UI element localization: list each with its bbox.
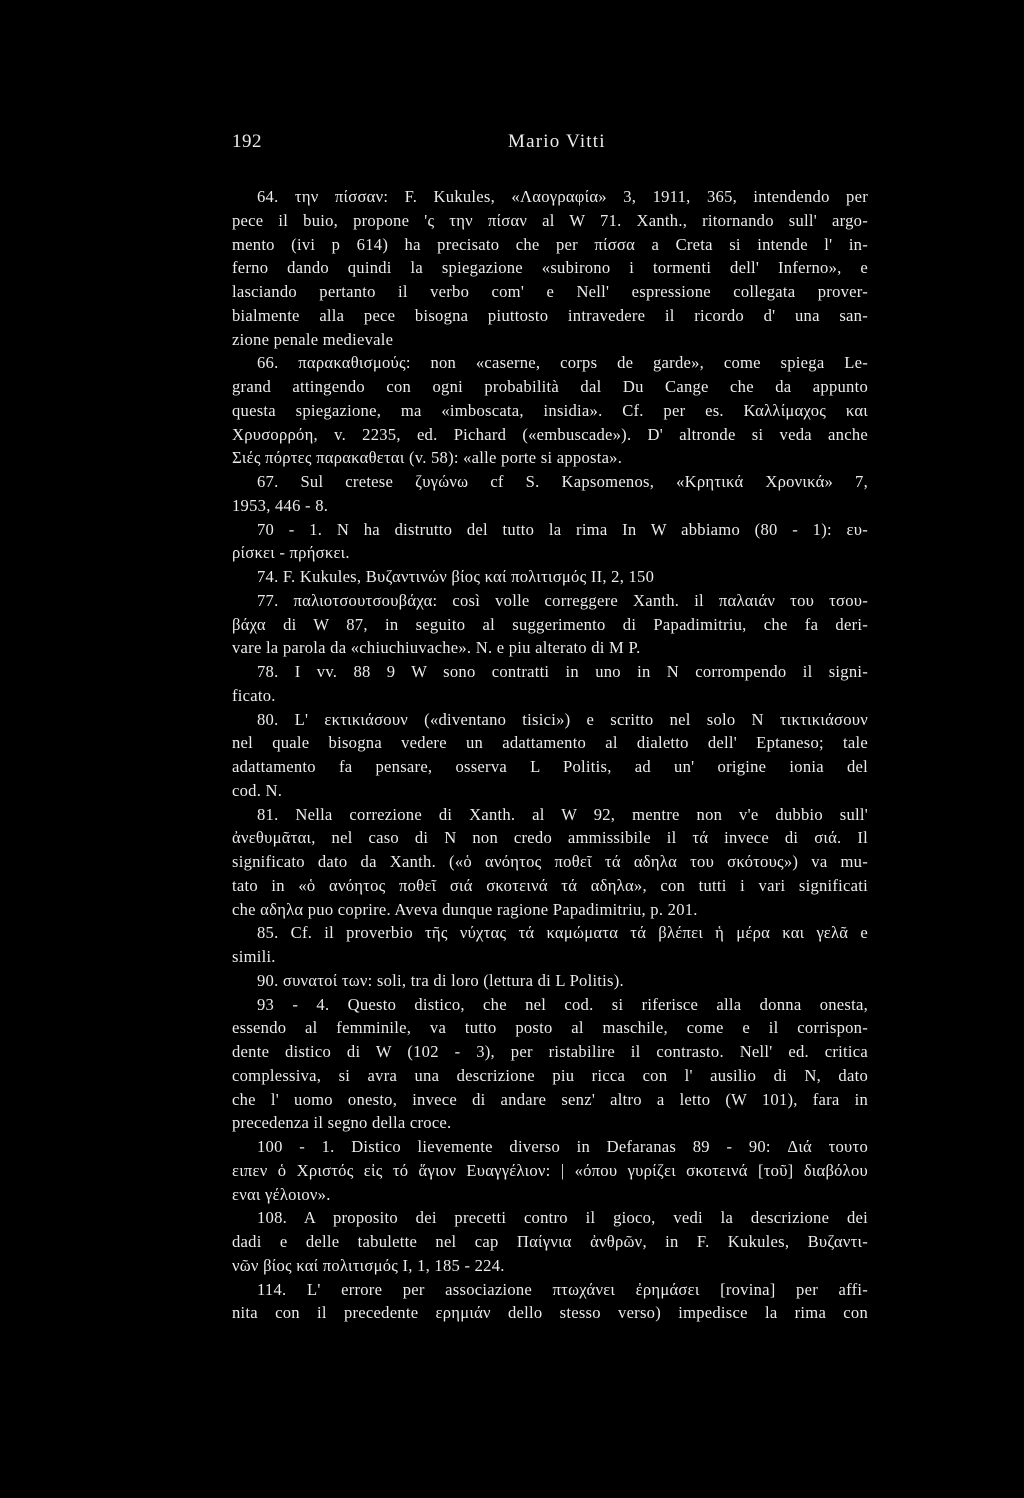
text-line: 67. Sul cretese ζυγώνω cf S. Kapsomenos, «Κρητικά Χρονικά» 7, <box>257 472 868 491</box>
text-line: dente distico di W (102 - 3), per ristabilire il contrasto. Nell' ed. critica <box>232 1042 868 1061</box>
text-line: nel quale bisogna vedere un adattamento al dialetto dell' Eptaneso; tale <box>232 733 868 753</box>
text-line: zione penale medievale <box>232 329 394 349</box>
text-line: ειπεν ὁ Χριστός εἰς τό ἅγιον Ευαγγέλιον: | «όπου γυρίζει σκοτεινά [τοῦ] διαβόλου <box>232 1160 868 1180</box>
text-line: 70 - 1. N ha distrutto del tutto la rima In W abbiamo (80 - 1): ευ- <box>257 519 868 539</box>
text-line: Χρυσορρόη, v. 2235, ed. Pichard («embuscade»). D' altronde si veda anche <box>232 424 868 444</box>
text-line: mento (ivi p 614) ha precisato che per πίσσα a Creta si intende l' in- <box>232 234 868 254</box>
running-head: Mario Vitti <box>508 131 606 152</box>
text-line: 93 - 4. Questo distico, che nel cod. si riferisce alla donna onesta, <box>257 994 868 1014</box>
text-line: grand attingendo con ogni probabilità dal Du Cange che da appunto <box>232 377 868 396</box>
text-line: adattamento fa pensare, osserva L Politis, ad un' origine ionia del <box>232 757 868 776</box>
text-line: 108. A proposito dei precetti contro il gioco, vedi la descrizione dei <box>257 1208 868 1228</box>
text-line: βάχα di W 87, in seguito al suggerimento di Papadimitriu, che fa deri- <box>232 614 868 634</box>
text-line: Σιές πόρτες παρακαθεται (v. 58): «alle porte si apposta». <box>232 448 623 468</box>
text-line: complessiva, si avra una descrizione piu ricca con l' ausilio di N, dato <box>232 1065 868 1085</box>
text-line: 66. παρακαθισμούς: non «caserne, corps de garde», come spiega Le- <box>257 353 868 373</box>
text-line: simili. <box>232 947 276 966</box>
text-line: che l' uomo onesto, invece di andare senz' altro a letto (W 101), fara in <box>232 1089 868 1109</box>
text-line: 85. Cf. il proverbio τῆς νύχτας τά καμώματα τά βλέπει ἡ μέρα και γελᾶ e <box>257 923 868 943</box>
text-line: precedenza il segno della croce. <box>232 1113 452 1133</box>
text-line: questa spiegazione, ma «imboscata, insidia». Cf. per es. Καλλίμαχος και <box>232 400 868 420</box>
text-line: che αδηλα puo coprire. Aveva dunque ragione Papadimitriu, p. 201. <box>232 899 698 919</box>
text-line: νῶν βίος καί πολιτισμός I, 1, 185 - 224. <box>232 1255 505 1275</box>
text-line: cod. N. <box>232 780 283 800</box>
page-number: 192 <box>232 131 262 152</box>
text-line: nita con il precedente ερημιάν dello stesso verso) impedisce la rima con <box>232 1303 868 1323</box>
text-line: essendo al femminile, va tutto posto al maschile, come e il corrispon- <box>232 1018 868 1038</box>
text-line: 81. Nella correzione di Xanth. al W 92, mentre non v'e dubbio sull' <box>257 804 868 824</box>
text-line: vare la parola da «chiuchiuvache». N. e piu alterato di M P. <box>232 638 641 658</box>
text-line: ἀνεθυμᾶται, nel caso di N non credo ammissibile il τά invece di σιά. Il <box>232 828 868 848</box>
text-line: dadi e delle tabulette nel cap Παίγνια ἀνθρῶν, in F. Kukules, Βυζαντι- <box>232 1232 868 1251</box>
text-line: 64. την πίσσαν: F. Kukules, «Λαογραφία» 3, 1911, 365, intendendo per <box>257 187 868 206</box>
text-line: 1953, 446 - 8. <box>232 495 329 515</box>
text-line: 100 - 1. Distico lievemente diverso in Defaranas 89 - 90: Διά τουτο <box>257 1137 868 1156</box>
text-line: ficato. <box>232 685 276 705</box>
text-line: 78. I vv. 88 9 W sono contratti in uno in N corrompendo il signi- <box>257 662 868 681</box>
text-line: lasciando pertanto il verbo com' e Nell' espressione collegata prover- <box>232 282 868 301</box>
text-line: 74. F. Kukules, Βυζαντινών βίος καί πολιτισμός II, 2, 150 <box>257 567 655 586</box>
text-line: 90. συνατοί των: soli, tra di loro (lettura di L Politis). <box>257 970 624 990</box>
text-line: 80. L' εκτικιάσουν («diventano tisici») e scritto nel solo N τικτικιάσουν <box>257 709 868 729</box>
text-line: pece il buio, propone 'ς την πίσαν al W 71. Xanth., ritornando sull' argo- <box>232 210 868 230</box>
text-line: tato in «ὁ ανόητος ποθεῖ σιά σκοτεινά τά αδηλα», con tutti i vari significati <box>232 875 868 895</box>
text-line: bialmente alla pece bisogna piuttosto intravedere il ricordo d' una san- <box>232 305 868 325</box>
text-line: ρίσκει - πρήσκει. <box>232 543 350 563</box>
text-line: εναι γέλοιον». <box>232 1184 331 1204</box>
text-line: 114. L' errore per associazione πτωχάνει ἐρημάσει [rovina] per affi- <box>257 1279 868 1299</box>
text-line: significato dato da Xanth. («ὁ ανόητος ποθεῖ τά αδηλα του σκότους») va mu- <box>232 852 868 871</box>
text-line: 77. παλιοτσουτσουβάχα: così volle correggere Xanth. il παλαιάν του τσου- <box>257 590 868 610</box>
commentary-notes <box>232 185 868 1325</box>
page-header <box>232 131 864 161</box>
text-line: ferno dando quindi la spiegazione «subirono i tormenti dell' Inferno», e <box>232 258 868 278</box>
